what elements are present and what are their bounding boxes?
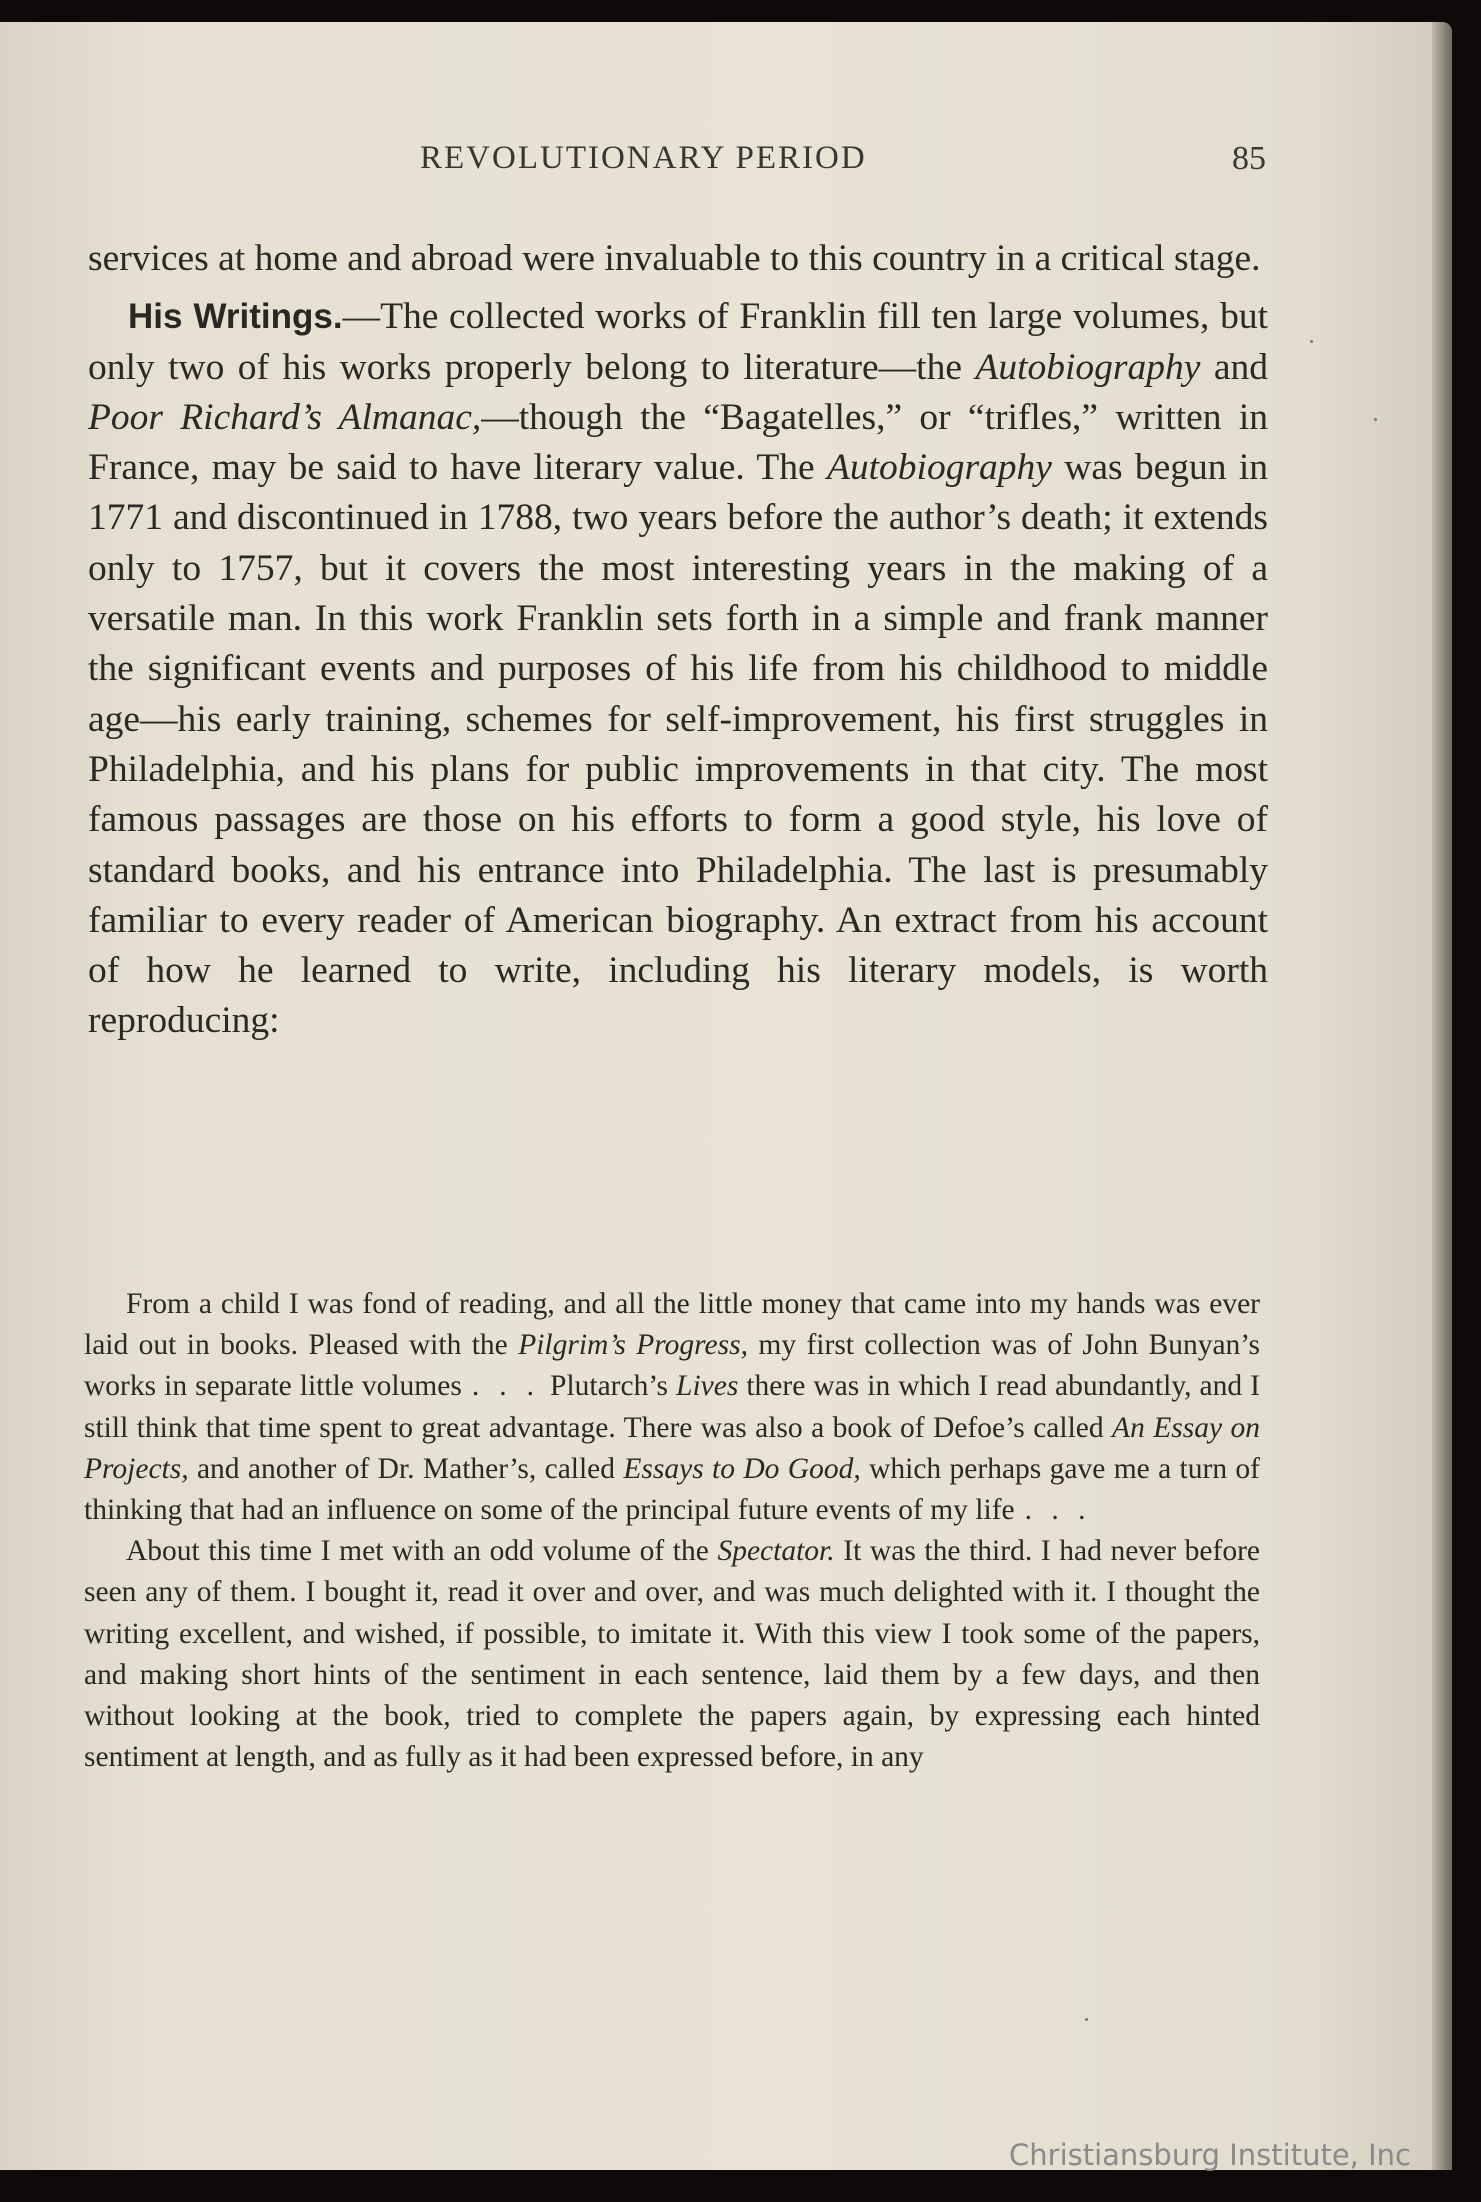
book-title: Lives: [676, 1370, 739, 1403]
section-heading: His Writings.: [128, 297, 343, 337]
text-run: was begun in 1771 and discontinued in 1788, two years before the author’s death; it extends only to 1757, but it covers the most interesting years in the making of a versatile man. In this work Franklin sets forth in a simple and frank manner the significant events and purposes of his life from his childhood to middle age—his early training, schemes for self-improvement, his first struggles in Philadelphia, and his plans for public improvements in that city. The most famous passages are those on his efforts to form a good style, his love of standard books, and his entrance into Philadelphia. The last is presumably familiar to every reader of American biography. An extract from his account of how he learned to write, including his literary models, is worth reproducing:: [88, 447, 1268, 1042]
ellipsis: . . .: [1024, 1494, 1092, 1527]
text-run: About this time I met with an odd volume of the: [126, 1535, 718, 1568]
watermark: Christiansburg Institute, Inc: [1009, 2138, 1411, 2172]
paragraph-his-writings: [88, 292, 1268, 1046]
paper-speck: [1085, 2018, 1088, 2021]
text-run: my first collection was of John Bunyan’s works in separate little volumes: [84, 1329, 1260, 1403]
book-title: Pilgrim’s Progress,: [518, 1329, 748, 1362]
book-title: Spectator.: [717, 1535, 835, 1568]
text-run: and another of Dr. Mather’s, called: [188, 1452, 624, 1485]
text-run: Plutarch’s: [550, 1370, 677, 1403]
quotation-paragraph: [84, 1284, 1260, 1531]
block-quotation: [84, 1284, 1260, 1778]
page-number: 85: [1232, 140, 1266, 177]
quotation-paragraph: [84, 1531, 1260, 1778]
paper-speck: [1310, 340, 1313, 343]
text-run: there was in which I read abundantly, and I still think that time spent to great advantage. There was also a book of Defoe’s called: [84, 1370, 1260, 1444]
body-text: [88, 234, 1268, 1047]
text-run: —though the “Bagatelles,” or “trifles,” written in France, may be said to have literary value. The: [88, 396, 1269, 489]
book-title: Autobiography: [826, 447, 1052, 489]
running-head-title: REVOLUTIONARY PERIOD: [420, 140, 867, 176]
ellipsis: . . .: [471, 1370, 541, 1403]
book-title: Poor Richard’s Almanac,: [88, 396, 482, 438]
book-title: Autobiography: [975, 346, 1201, 388]
text-run: From a child I was fond of reading, and all the little money that came into my hands was ever laid out in books. Pleased with the: [84, 1288, 1260, 1362]
book-page: [0, 22, 1452, 2170]
book-title: Essays to Do Good,: [623, 1452, 861, 1485]
page-spine-edge: [1432, 22, 1452, 2170]
book-title: An Essay on Projects,: [84, 1411, 1260, 1485]
paper-speck: [1374, 418, 1377, 421]
text-run: It was the third. I had never before seen any of them. I bought it, read it over and over, and was much delighted with it. I thought the writing excellent, and wished, if possible, to imitate it. With this view I took some of the papers, and making short hints of the sentiment in each sentence, laid them by a few days, and then without looking at the book, tried to complete the papers again, by expressing each hinted sentiment at length, and as fully as it had been expressed before, in any: [84, 1535, 1260, 1774]
running-head: [0, 140, 1452, 180]
text-run: —The collected works of Franklin fill ten large volumes, but only two of his works properly belong to literature—the: [88, 296, 1268, 388]
paragraph-continuation: services at home and abroad were invaluable to this country in a critical stage.: [88, 238, 1261, 279]
text-run: and: [1200, 346, 1268, 388]
text-run: which perhaps gave me a turn of thinking that had an influence on some of the principal future events of my life: [84, 1452, 1261, 1527]
